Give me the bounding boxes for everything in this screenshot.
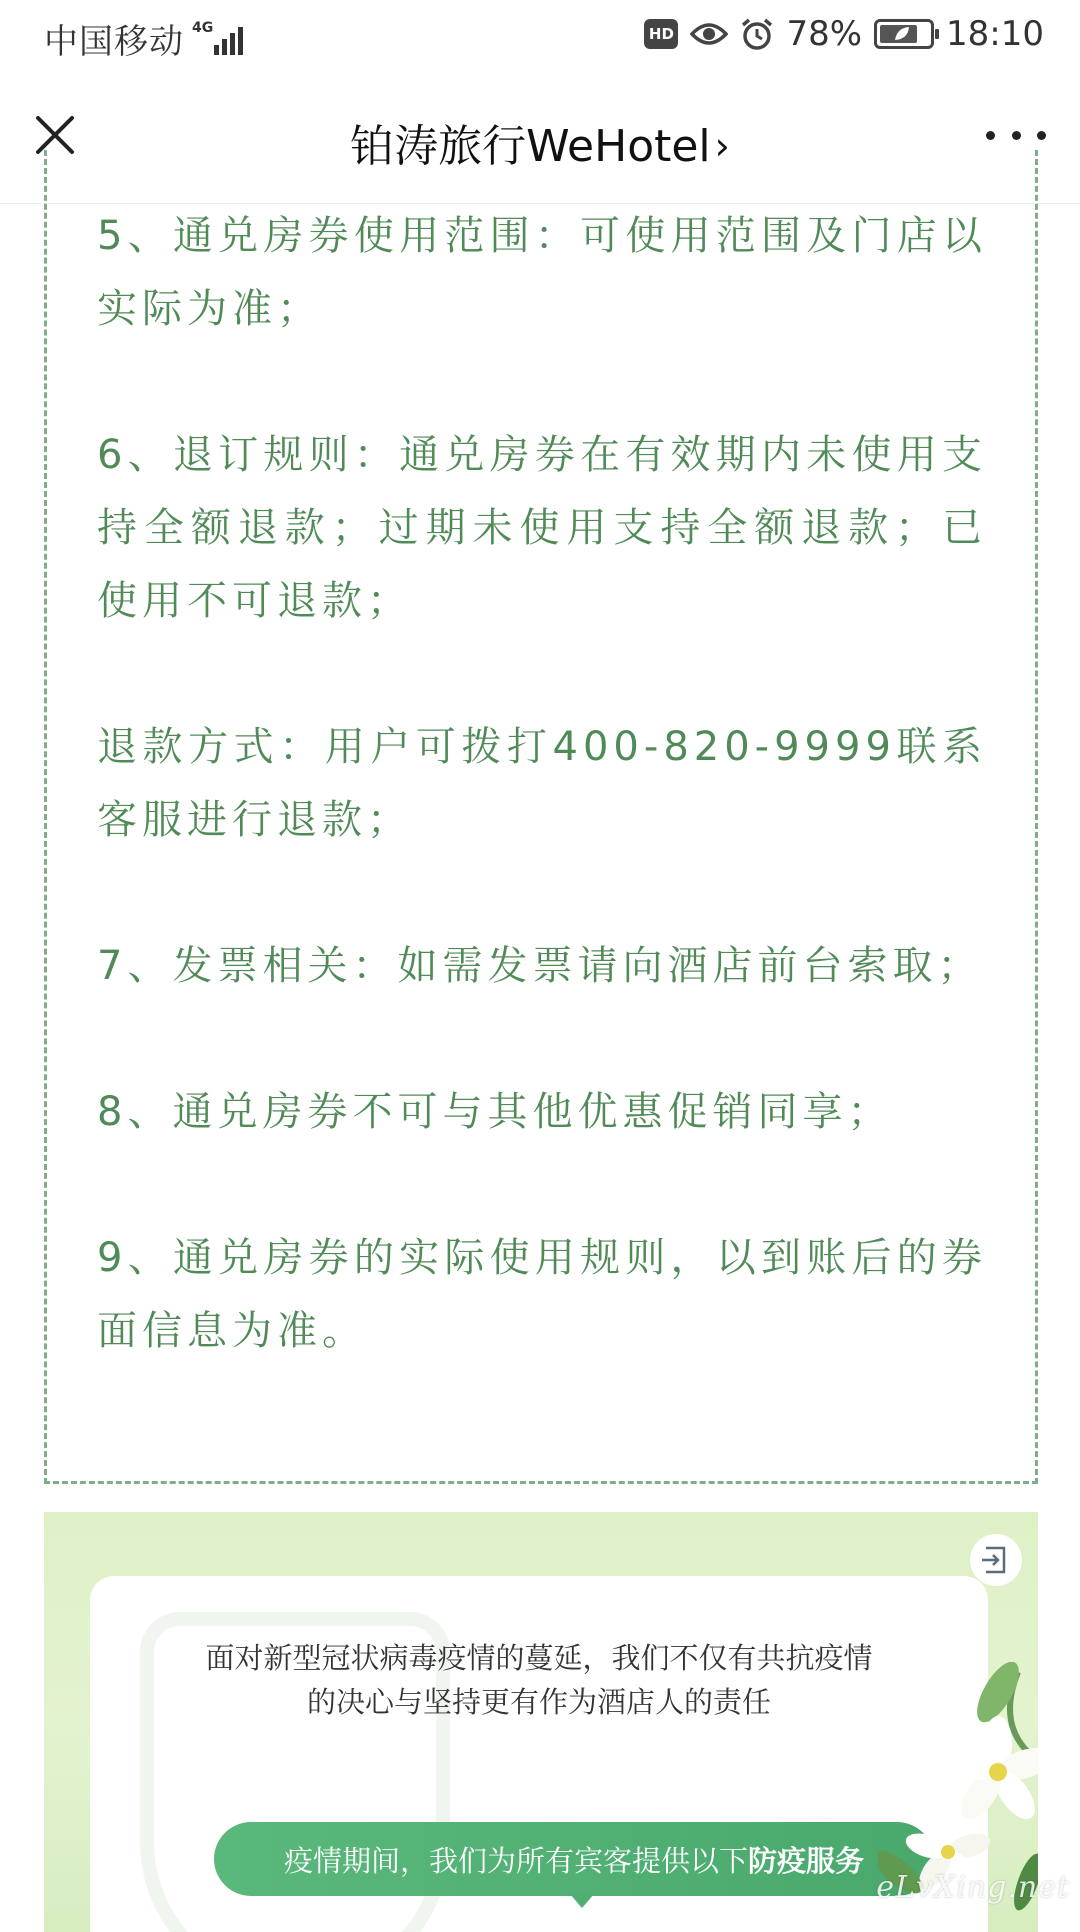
banner-line: 面对新型冠状病毒疫情的蔓延，我们不仅有共抗疫情 xyxy=(205,1641,873,1675)
clock: 18:10 xyxy=(946,14,1044,54)
carrier-label: 中国移动 xyxy=(44,22,184,62)
pill-pointer xyxy=(570,1894,594,1908)
status-bar xyxy=(0,0,1080,76)
more-icon-dot xyxy=(1037,131,1046,140)
rule-item: 7、发票相关：如需发票请向酒店前台索取； xyxy=(97,943,983,989)
battery-percent: 78% xyxy=(786,14,863,54)
battery-icon xyxy=(874,19,934,49)
hd-badge: HD xyxy=(644,19,678,49)
banner-line: 的决心与坚持更有作为酒店人的责任 xyxy=(306,1685,771,1719)
banner-card xyxy=(90,1576,988,1932)
pill-bold-text: 防疫服务 xyxy=(748,1843,865,1878)
page-title-text: 铂涛旅行WeHotel xyxy=(350,121,711,172)
signal-icon xyxy=(192,19,250,59)
pill-text: 疫情期间，我们为所有宾客提供以下 xyxy=(283,1843,748,1878)
rule-item: 8、通兑房券不可与其他优惠促销同享； xyxy=(97,1089,893,1135)
rule-item: 5、通兑房券使用范围：可使用范围及门店以实际为准； xyxy=(97,213,987,332)
alarm-icon xyxy=(740,17,774,51)
service-pill xyxy=(214,1822,934,1896)
rule-item: 退款方式：用户可拨打400-820-9999联系客服进行退款； xyxy=(97,724,987,843)
rules-list xyxy=(97,200,987,1368)
rule-item: 6、退订规则：通兑房券在有效期内未使用支持全额退款；过期未使用支持全额退款；已使用不可退款； xyxy=(97,432,987,624)
more-icon-dot xyxy=(986,131,995,140)
rules-box xyxy=(44,150,1038,1484)
status-left xyxy=(44,14,250,63)
banner-text xyxy=(90,1636,988,1724)
epidemic-banner[interactable] xyxy=(44,1512,1038,1932)
exit-icon[interactable] xyxy=(970,1534,1022,1586)
network-type: 4G xyxy=(192,19,214,36)
status-right xyxy=(644,14,1044,54)
chevron-right-icon: › xyxy=(714,124,730,168)
more-button[interactable] xyxy=(986,120,1046,150)
more-icon-dot xyxy=(1012,131,1021,140)
eye-icon xyxy=(690,20,728,48)
rule-item: 9、通兑房券的实际使用规则，以到账后的券面信息为准。 xyxy=(97,1235,987,1354)
watermark: eLvXing.net xyxy=(876,1870,1070,1905)
